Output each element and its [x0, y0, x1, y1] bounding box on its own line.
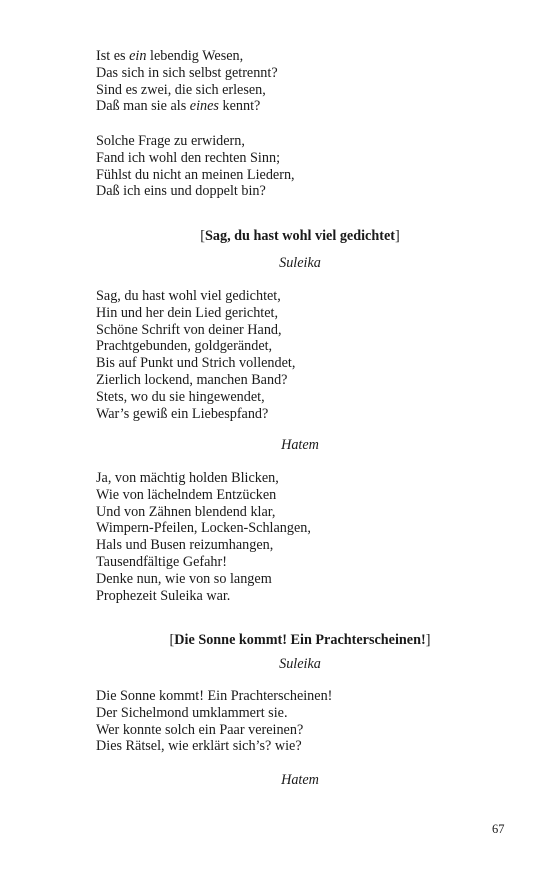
verse-line: Bis auf Punkt und Strich vollendet,	[96, 355, 296, 372]
verse-line: Daß ich eins und doppelt bin?	[96, 183, 266, 200]
verse-line: Tausendfältige Gefahr!	[96, 553, 227, 570]
verse-line: Dies Rätsel, wie erklärt sich’s? wie?	[96, 738, 302, 755]
verse-line	[96, 48, 496, 65]
verse-line: Zierlich lockend, manchen Band?	[96, 371, 288, 388]
verse-line: Die Sonne kommt! Ein Prachterscheinen!	[96, 688, 333, 704]
poem-heading-1	[0, 228, 550, 245]
verse-emphasis: ein	[129, 48, 147, 64]
verse-line: Sag, du hast wohl viel gedichtet,	[96, 288, 281, 304]
verse-line: Wie von lächelndem Entzücken	[96, 486, 277, 503]
bracket-close: ]	[425, 632, 431, 648]
bracket-open: [	[169, 632, 175, 648]
verse-line: Und von Zähnen blendend klar,	[96, 503, 276, 520]
speaker-label-1: Suleika	[279, 255, 321, 271]
verse-line	[96, 82, 496, 99]
verse-text: kennt?	[218, 98, 261, 115]
stanza-2	[96, 133, 496, 200]
speaker-label-4: Hatem	[281, 772, 319, 788]
verse-line	[96, 65, 496, 82]
verse-line: Hin und her dein Lied gerichtet,	[96, 304, 279, 321]
verse-line: Fand ich wohl den rechten Sinn;	[96, 149, 281, 166]
bracket-close: ]	[394, 228, 400, 244]
verse-line: Stets, wo du sie hingewendet,	[96, 388, 265, 405]
verse-line: Solche Frage zu erwidern,	[96, 133, 245, 149]
verse-text: Das sich in sich selbst getrennt?	[96, 64, 278, 81]
verse-line: Prophezeit Suleika war.	[96, 587, 231, 604]
stanza-3	[96, 288, 496, 422]
verse-line: Prachtgebunden, goldgerändet,	[96, 338, 273, 355]
verse-line: Hals und Busen reizumhangen,	[96, 537, 274, 554]
verse-line: Wimpern-Pfeilen, Locken-Schlangen,	[96, 520, 311, 537]
poem-heading-2	[0, 632, 550, 649]
stanza-5	[96, 688, 496, 755]
speaker-label-3: Suleika	[279, 656, 321, 672]
verse-text: Sind es zwei, die sich erlesen,	[96, 81, 266, 98]
page-number: 67	[492, 822, 505, 836]
verse-line: Schöne Schrift von deiner Hand,	[96, 321, 282, 338]
verse-line: Der Sichelmond umklammert sie.	[96, 704, 288, 721]
speaker-label-2: Hatem	[281, 437, 319, 453]
heading-text: Die Sonne kommt! Ein Prachterscheinen!	[174, 632, 426, 648]
verse-text: Ist es	[96, 48, 130, 64]
verse-emphasis: eines	[189, 98, 219, 115]
stanza-1	[96, 48, 496, 115]
heading-text: Sag, du hast wohl viel gedichtet	[205, 228, 395, 244]
verse-text: Daß man sie als	[96, 98, 190, 115]
verse-line	[96, 98, 496, 115]
verse-line: War’s gewiß ein Liebespfand?	[96, 405, 269, 422]
verse-line: Ja, von mächtig holden Blicken,	[96, 470, 279, 486]
verse-text: lebendig Wesen,	[146, 48, 244, 64]
bracket-open: [	[200, 228, 205, 244]
stanza-4	[96, 470, 496, 604]
verse-line: Denke nun, wie von so langem	[96, 570, 272, 587]
verse-line: Wer konnte solch ein Paar vereinen?	[96, 721, 304, 738]
verse-line: Fühlst du nicht an meinen Liedern,	[96, 166, 295, 183]
